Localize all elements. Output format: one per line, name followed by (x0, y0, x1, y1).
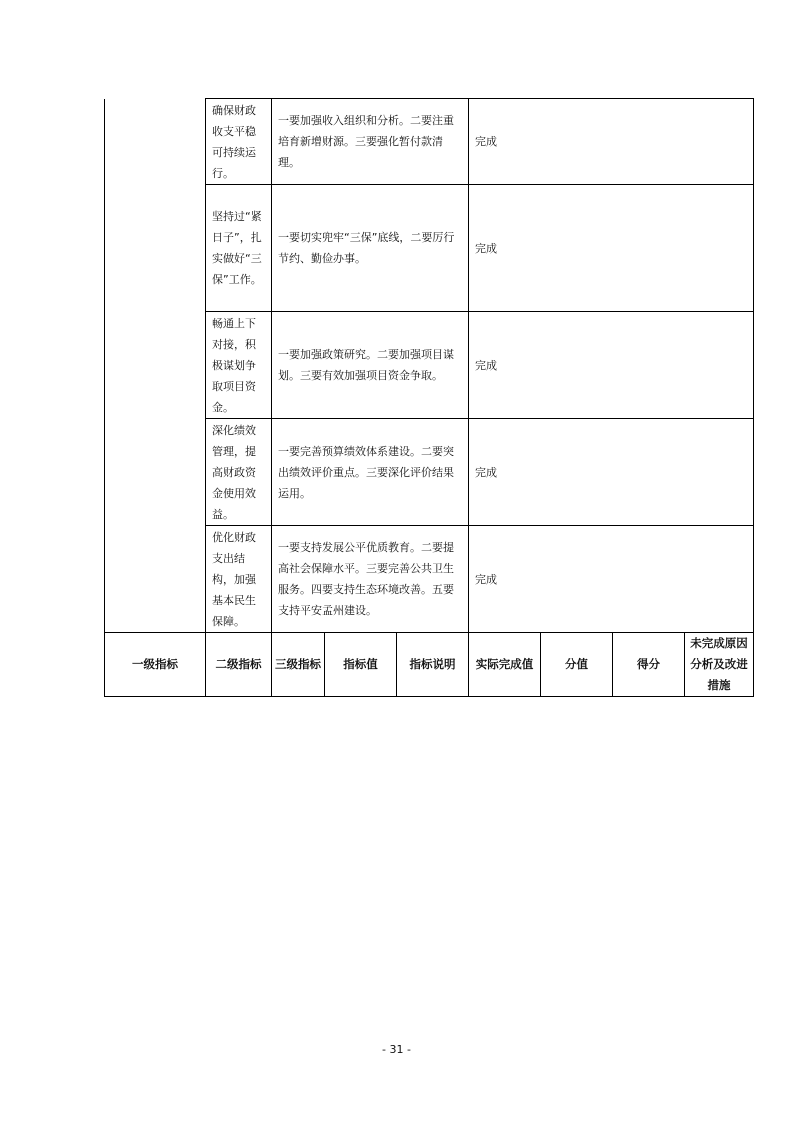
goal-cell: 确保财政收支平稳可持续运行。 (206, 99, 272, 185)
header-reason: 未完成原因分析及改进措施 (685, 633, 754, 697)
status-cell: 完成 (469, 526, 754, 633)
measures-cell: 一要加强收入组织和分析。二要注重培育新增财源。三要强化暂付款清理。 (272, 99, 469, 185)
header-level3: 三级指标 (272, 633, 325, 697)
status-cell: 完成 (469, 419, 754, 526)
goal-cell: 畅通上下对接，积极谋划争取项目资金。 (206, 312, 272, 419)
header-score: 得分 (613, 633, 685, 697)
header-level2: 二级指标 (206, 633, 272, 697)
measures-cell: 一要完善预算绩效体系建设。二要突出绩效评价重点。三要深化评价结果运用。 (272, 419, 469, 526)
status-cell: 完成 (469, 185, 754, 312)
header-actual-value: 实际完成值 (469, 633, 541, 697)
merged-blank-cell (105, 99, 206, 633)
measures-cell: 一要支持发展公平优质教育。二要提高社会保障水平。三要完善公共卫生服务。四要支持生态环境改善。五要支持平安孟州建设。 (272, 526, 469, 633)
measures-cell: 一要加强政策研究。二要加强项目谋划。三要有效加强项目资金争取。 (272, 312, 469, 419)
header-description: 指标说明 (397, 633, 469, 697)
goal-cell: 优化财政支出结构，加强基本民生保障。 (206, 526, 272, 633)
header-weight: 分值 (541, 633, 613, 697)
goal-cell: 深化绩效管理，提高财政资金使用效益。 (206, 419, 272, 526)
header-target-value: 指标值 (325, 633, 397, 697)
performance-table (104, 98, 754, 697)
table-row (105, 99, 754, 185)
header-level1: 一级指标 (105, 633, 206, 697)
header-row (105, 633, 754, 697)
status-cell: 完成 (469, 312, 754, 419)
goal-cell: 坚持过“紧日子”，扎实做好“三保”工作。 (206, 185, 272, 312)
page-number: - 31 - (382, 1043, 411, 1056)
measures-cell: 一要切实兜牢“三保”底线，二要厉行节约、勤俭办事。 (272, 185, 469, 312)
status-cell: 完成 (469, 99, 754, 185)
